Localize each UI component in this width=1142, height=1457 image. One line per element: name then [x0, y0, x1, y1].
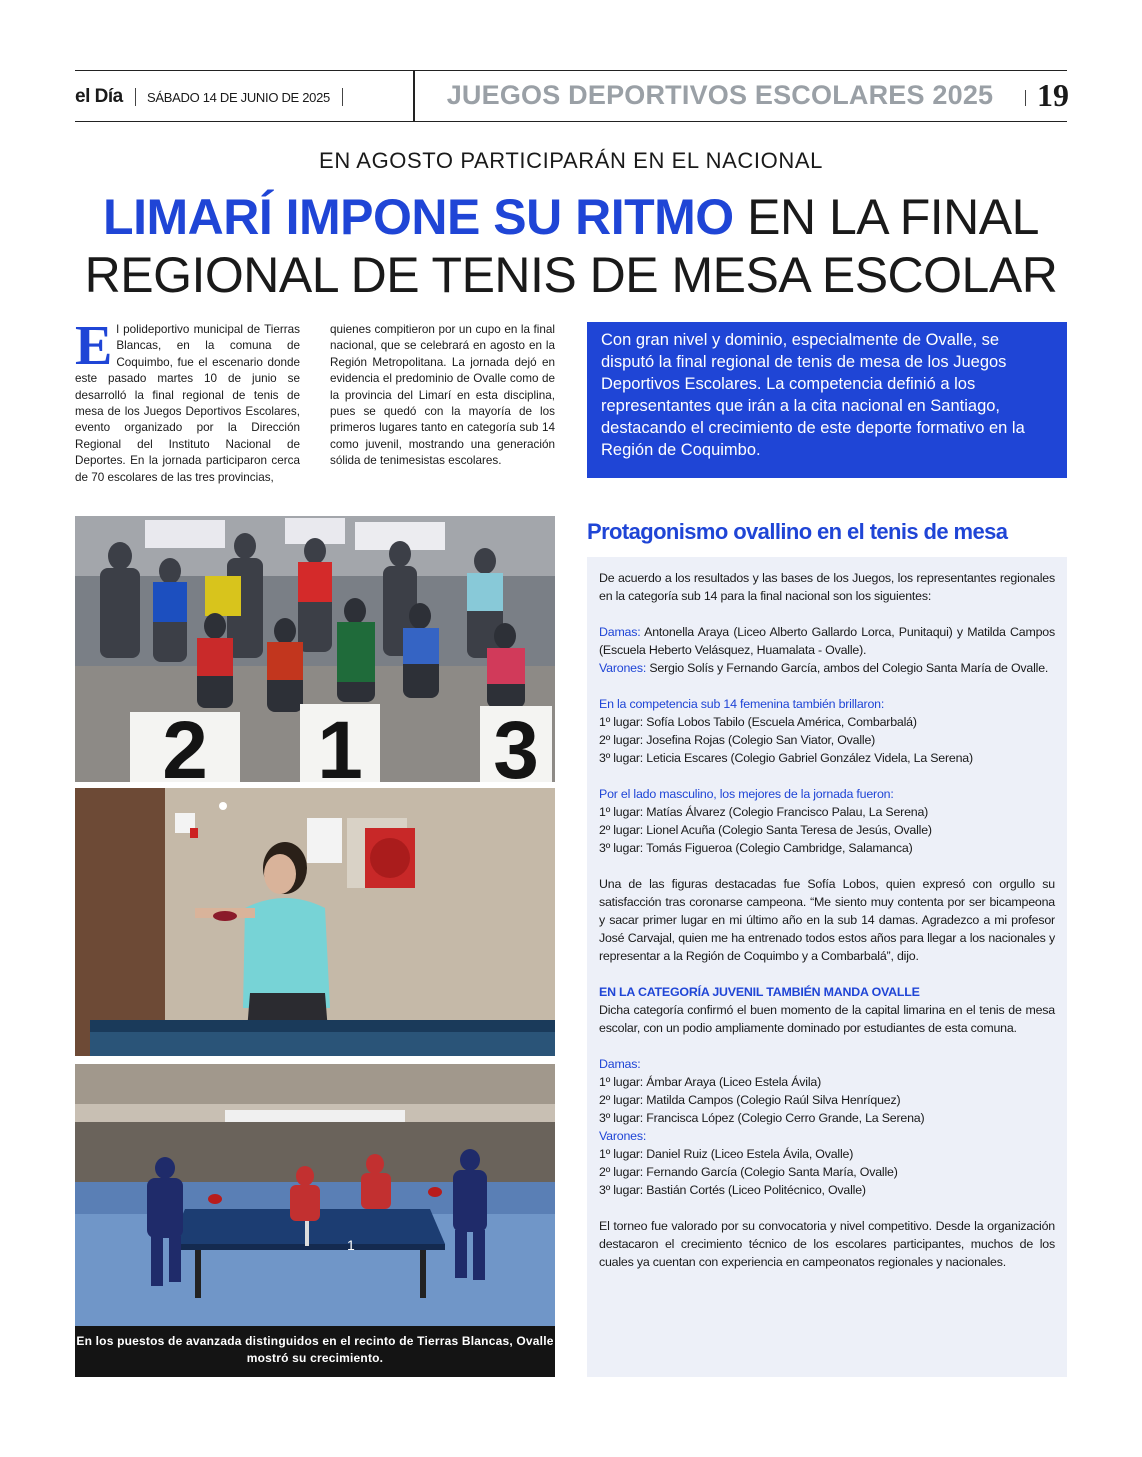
sub14-varones	[599, 659, 1055, 677]
page-header	[75, 70, 1067, 122]
result-line: 1º lugar: Daniel Ruiz (Liceo Estela Ávila, Ovalle)	[599, 1147, 854, 1161]
category-label: Varones:	[599, 661, 647, 675]
closing-paragraph: El torneo fue valorado por su convocatoria y nivel competitivo. Desde la organización destacaron el crecimiento técnico de los escolares participantes, muchos de los cuales ya cuentan con experiencia en campeonatos regionales y nacionales.	[599, 1219, 1055, 1269]
lead-text: Con gran nivel y dominio, especialmente de Ovalle, se disputó la final regional de tenis de mesa de los Juegos Deportivos Escolares. La competencia definió a los representantes que irán a la cita nacional en Santiago, destacando el crecimiento de este deporte formativo en la Región de Coquimbo.	[601, 331, 1025, 459]
article-body-column	[330, 322, 555, 470]
header-divider	[342, 88, 343, 106]
table-number: 1	[347, 1237, 355, 1253]
category-label: Damas:	[599, 1057, 641, 1071]
header-divider	[413, 71, 415, 121]
header-divider	[1025, 90, 1026, 106]
result-line: 1º lugar: Matías Álvarez (Colegio Francisco Palau, La Serena)	[599, 805, 929, 819]
header-divider	[135, 88, 136, 106]
result-line: 1º lugar: Ámbar Araya (Liceo Estela Ávila)	[599, 1075, 822, 1089]
result-line: 2º lugar: Fernando García (Colegio Santa María, Ovalle)	[599, 1165, 898, 1179]
player-serving-photo	[75, 788, 555, 1056]
podium-number: 3	[493, 705, 539, 782]
juvenil-summary: Dicha categoría confirmó el buen momento de la capital limarina en el tenis de mesa escolar, con un podio ampliamente dominado por estudiantes de esta comuna.	[599, 1003, 1055, 1035]
result-line: 1º lugar: Sofía Lobos Tabilo (Escuela América, Combarbalá)	[599, 715, 917, 729]
page-number: 19	[1037, 77, 1069, 113]
category-text: Sergio Solís y Fernando García, ambos del Colegio Santa María de Ovalle.	[646, 661, 1049, 675]
result-line: 3º lugar: Tomás Figueroa (Colegio Cambridge, Salamanca)	[599, 841, 913, 855]
subsection-heading: En la competencia sub 14 femenina también brillaron:	[599, 697, 885, 711]
sidebar-title: Protagonismo ovallino en el tenis de mesa	[587, 519, 1008, 544]
category-text: Antonella Araya (Liceo Alberto Gallardo Lorca, Punitaqui) y Matilda Campos (Escuela Heberto Velásquez, Huamalata - Ovalle).	[599, 625, 1055, 657]
photo-caption: En los puestos de avanzada distinguidos en el recinto de Tierras Blancas, Ovalle mostró su crecimiento.	[75, 1326, 555, 1377]
article-kicker: EN AGOSTO PARTICIPARÁN EN EL NACIONAL	[319, 148, 823, 173]
doubles-match-photo	[75, 1064, 555, 1326]
article-body-column	[75, 315, 300, 486]
result-line: 2º lugar: Matilda Campos (Colegio Raúl Silva Henríquez)	[599, 1093, 901, 1107]
sub14-damas	[599, 623, 1055, 659]
podium-group-photo	[75, 516, 555, 782]
section-title: JUEGOS DEPORTIVOS ESCOLARES 2025	[446, 80, 994, 110]
category-label: Damas:	[599, 625, 641, 639]
headline-highlight: LIMARÍ IMPONE SU RITMO	[103, 189, 734, 245]
lead-summary-box	[587, 322, 1067, 478]
subsection-heading: EN LA CATEGORÍA JUVENIL TAMBIÉN MANDA OVALLE	[599, 985, 920, 999]
category-label: Varones:	[599, 1129, 647, 1143]
athlete-quote: Una de las figuras destacadas fue Sofía Lobos, quien expresó con orgullo su satisfacción tras coronarse campeona. “Me siento muy contenta por ser bicampeona y sacar primer lugar en mi último año en la sub 14 damas. Agradezco a mi profesor José Carvajal, quien me ha entrenado todos estos años para llegar a los nacionales y representar a la Región de Coquimbo y a Combarbalá”, dijo.	[599, 877, 1055, 963]
issue-date: SÁBADO 14 DE JUNIO DE 2025	[147, 90, 330, 105]
subsection-heading: Por el lado masculino, los mejores de la jornada fueron:	[599, 787, 894, 801]
sidebar-intro: De acuerdo a los resultados y las bases de los Juegos, los representantes regionales en la categoría sub 14 para la final nacional son los siguientes:	[599, 571, 1055, 603]
result-line: 3º lugar: Bastián Cortés (Liceo Politécnico, Ovalle)	[599, 1183, 866, 1197]
result-line: 3º lugar: Francisca López (Colegio Cerro Grande, La Serena)	[599, 1111, 925, 1125]
headline-text: EN LA FINAL	[733, 189, 1039, 245]
headline-text: REGIONAL DE TENIS DE MESA ESCOLAR	[84, 247, 1058, 303]
podium-number: 2	[162, 705, 208, 782]
result-line: 3º lugar: Leticia Escares (Colegio Gabriel González Videla, La Serena)	[599, 751, 973, 765]
drop-cap: E	[75, 315, 113, 377]
body-text: quienes compitieron por un cupo en la final nacional, que se celebrará en agosto en la Región Metropolitana. La jornada dejó en evidencia el predominio de Ovalle como de la provincia del Limarí en esta disciplina, pues se quedó con la mayoría de los primeros lugares tanto en categoría sub 14 como juvenil, mostrando una generación sólida de tenimesistas escolares.	[330, 323, 555, 468]
podium-number: 1	[317, 705, 363, 782]
results-sidebar	[587, 557, 1067, 1377]
result-line: 2º lugar: Josefina Rojas (Colegio San Viator, Ovalle)	[599, 733, 876, 747]
result-line: 2º lugar: Lionel Acuña (Colegio Santa Teresa de Jesús, Ovalle)	[599, 823, 932, 837]
article-headline	[60, 188, 1082, 304]
body-text: l polideportivo municipal de Tierras Blancas, en la comuna de Coquimbo, fue el escenario donde este pasado martes 10 de junio se desarrolló la final regional de tenis de mesa de los Juegos Deportivos Escolares, evento organizado por la Dirección Regional del Instituto Nacional de Deportes. En la jornada participaron cerca de 70 escolares de las tres provincias,	[75, 323, 300, 484]
newspaper-logo: el Día	[75, 86, 123, 107]
